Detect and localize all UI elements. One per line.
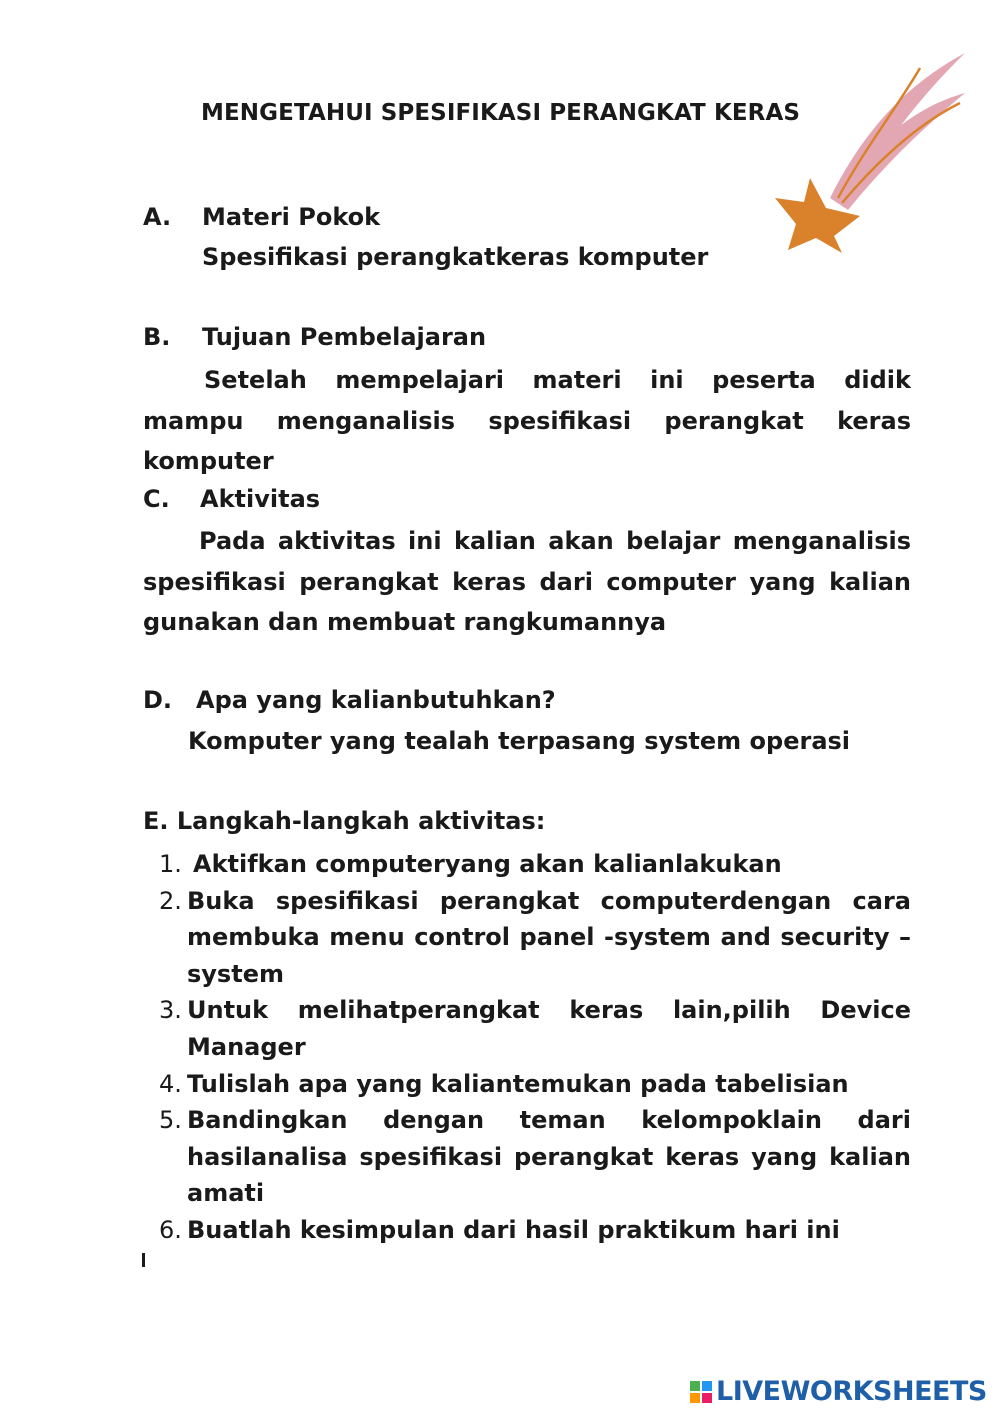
list-item — [143, 1066, 911, 1103]
logo-text: LIVEWORKSHEETS — [716, 1376, 987, 1407]
step-text: Buka spesifikasi perangkat computerdengan cara membuka menu control panel -system and security – system — [187, 886, 911, 988]
step-number: 4. — [159, 1069, 182, 1098]
step-text: Aktifkan computeryang akan kalianlakukan — [193, 850, 782, 878]
list-item — [143, 846, 911, 883]
section-a-text: Spesifikasi perangkatkeras komputer — [202, 243, 709, 271]
steps-list — [143, 846, 911, 1249]
shooting-star-icon — [770, 48, 970, 258]
section-c-letter: C. — [143, 485, 170, 513]
liveworksheets-logo — [690, 1376, 987, 1407]
list-item — [143, 1212, 911, 1249]
section-e-heading: E. Langkah-langkah aktivitas: — [143, 807, 546, 835]
step-number: 2. — [159, 886, 182, 915]
section-a-heading — [143, 203, 380, 231]
list-item — [143, 1102, 911, 1212]
page-title: MENGETAHUI SPESIFIKASI PERANGKAT KERAS — [201, 100, 801, 126]
step-text: Tulislah apa yang kaliantemukan pada tabelisian — [187, 1069, 849, 1098]
step-text: Bandingkan dengan teman kelompoklain dari hasilanalisa spesifikasi perangkat keras yang kalian amati — [187, 1106, 911, 1208]
list-item — [143, 883, 911, 993]
step-text: Buatlah kesimpulan dari hasil praktikum hari ini — [187, 1215, 840, 1244]
section-d-text: Komputer yang tealah terpasang system operasi — [188, 727, 851, 755]
section-d-heading — [143, 686, 556, 714]
step-number: 1. — [159, 850, 182, 878]
step-text: Untuk melihatperangkat keras lain,pilih Device Manager — [187, 996, 911, 1061]
section-b-title: Tujuan Pembelajaran — [202, 323, 487, 351]
liveworksheets-logo-icon — [690, 1381, 712, 1403]
section-a-title: Materi Pokok — [202, 203, 381, 231]
text-cursor-mark — [142, 1253, 145, 1267]
section-b-heading — [143, 323, 486, 351]
section-c-text: Pada aktivitas ini kalian akan belajar menganalisis spesifikasi perangkat keras dari computer yang kalian gunakan dan membuat rangkumannya — [143, 527, 911, 636]
section-c-heading — [143, 485, 320, 513]
step-number: 3. — [159, 996, 182, 1025]
step-number: 5. — [159, 1106, 182, 1135]
section-d-title: Apa yang kalianbutuhkan? — [196, 686, 556, 714]
section-b-letter: B. — [143, 323, 171, 351]
list-item — [143, 992, 911, 1065]
section-a-letter: A. — [143, 203, 172, 231]
section-b-text: Setelah mempelajari materi ini peserta didik mampu menganalisis spesifikasi perangkat keras komputer — [143, 366, 911, 475]
step-number: 6. — [159, 1215, 182, 1244]
section-d-letter: D. — [143, 686, 173, 714]
section-c-title: Aktivitas — [200, 485, 321, 513]
